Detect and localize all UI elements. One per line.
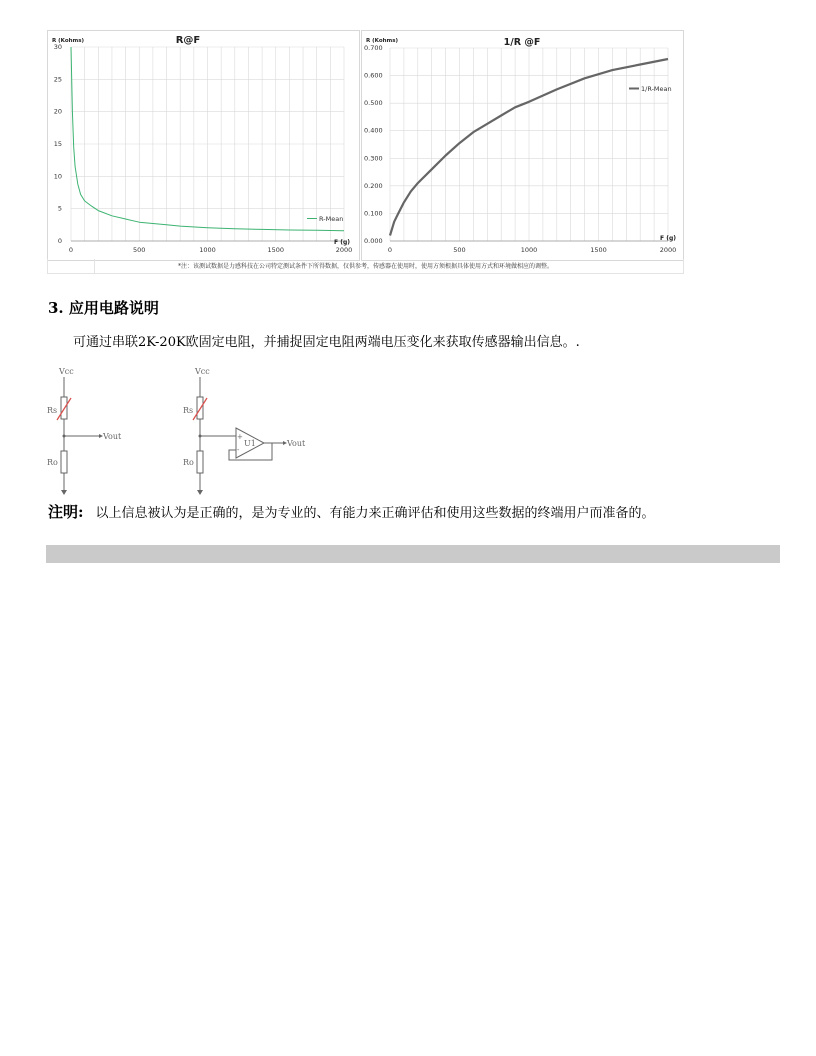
chart-r-at-f (47, 30, 360, 261)
chart1-grid (71, 47, 344, 241)
circuit1-r0-label: Ro (47, 458, 58, 467)
chart1-y-tick-label: 5 (57, 204, 62, 213)
chart2-y-tick-label: 0.400 (364, 126, 383, 135)
circuit-buffered-divider (174, 364, 314, 499)
circuit2-rs-label: Rs (183, 406, 194, 415)
gray-divider-bar (46, 545, 780, 563)
chart2-x-tick-label: 500 (453, 246, 466, 254)
note-paragraph (48, 503, 783, 523)
circuit2-opamp-minus: - (237, 446, 240, 454)
chart1-x-tick-label: 1500 (267, 246, 285, 254)
chart2-legend (629, 85, 672, 93)
chart2-title: 1/R @F (503, 37, 541, 48)
chart2-y-tick-label: 0.000 (364, 237, 383, 245)
circuit2-ground-arrow-icon (197, 490, 203, 495)
chart1-y-tick-label: 30 (53, 43, 62, 51)
circuit2-vout-label: Vout (287, 439, 306, 448)
section-body-text: 可通过串联2K-20K欧固定电阻，并捕捉固定电阻两端电压变化来获取传感器输出信息。. (73, 335, 580, 350)
circuit2-r0-label: Ro (183, 458, 194, 467)
chart1-y-tick-label: 15 (53, 140, 62, 148)
chart2-y-tick-label: 0.700 (364, 44, 383, 52)
chart1-y-tick-label: 20 (53, 107, 62, 116)
chart2-y-tick-label: 0.200 (364, 181, 383, 190)
chart1-x-tick-label: 2000 (335, 246, 353, 254)
circuit2-fixed-resistor (197, 451, 203, 473)
chart2-legend-label: 1/R-Mean (641, 85, 672, 93)
chart2-y-tick-label: 0.300 (364, 154, 383, 163)
chart2-y-axis-label: R (Kohms) (366, 38, 399, 44)
chart-footnote-box (47, 259, 684, 274)
chart-inverse-r-at-f-svg (362, 31, 683, 260)
circuit2-vcc-label: Vcc (195, 367, 210, 376)
circuit1-ground-arrow-icon (61, 490, 67, 495)
chart1-title: R@F (175, 35, 201, 46)
note-label: 注明: (48, 503, 84, 521)
chart1-y-axis-label: R (Kohms) (52, 38, 85, 44)
chart1-x-tick-label: 0 (68, 246, 74, 254)
chart-footnote: *注：该测试数据是力感科技在公司特定测试条件下所得数据，仅供参考，传感器在使用时，使用方须根据具体使用方式和环境做相应的调整。 (177, 263, 553, 270)
chart1-x-axis-label: F (g) (334, 239, 350, 246)
chart2-y-tick-label: 0.500 (364, 99, 383, 108)
chart2-grid (390, 48, 668, 241)
chart2-x-tick-label: 1500 (590, 246, 607, 254)
circuit1-fixed-resistor (61, 451, 67, 473)
chart1-legend-label: R-Mean (319, 215, 344, 223)
circuit2-u1-label: U1 (244, 439, 256, 448)
chart1-y-tick-label: 25 (53, 75, 62, 84)
chart1-x-tick-label: 500 (133, 246, 146, 254)
chart2-x-tick-label: 2000 (659, 246, 677, 254)
circuit1-vcc-label: Vcc (59, 367, 74, 376)
chart2-x-tick-label: 1000 (520, 246, 538, 254)
chart-r-at-f-svg (48, 31, 359, 260)
circuit-voltage-divider (44, 364, 134, 499)
chart2-x-axis-label: F (g) (660, 235, 676, 242)
note-text: 以上信息被认为是正确的，是为专业的、有能力来正确评估和使用这些数据的终端用户而准备的。 (95, 506, 655, 521)
chart2-y-tick-label: 0.100 (364, 209, 383, 218)
chart1-y-tick-label: 10 (53, 172, 62, 181)
chart1-y-tick-label: 0 (57, 237, 62, 245)
section-heading: 3. 应用电路说明 (48, 299, 159, 317)
chart1-x-tick-label: 1000 (199, 246, 216, 254)
chart1-legend (307, 215, 343, 223)
circuit1-vout-label: Vout (103, 432, 122, 441)
chart-inverse-r-at-f (361, 30, 684, 261)
chart2-y-tick-label: 0.600 (364, 71, 383, 80)
circuit2-opamp-plus: + (237, 433, 243, 441)
circuit1-rs-label: Rs (47, 406, 58, 415)
chart2-x-tick-label: 0 (387, 246, 393, 254)
